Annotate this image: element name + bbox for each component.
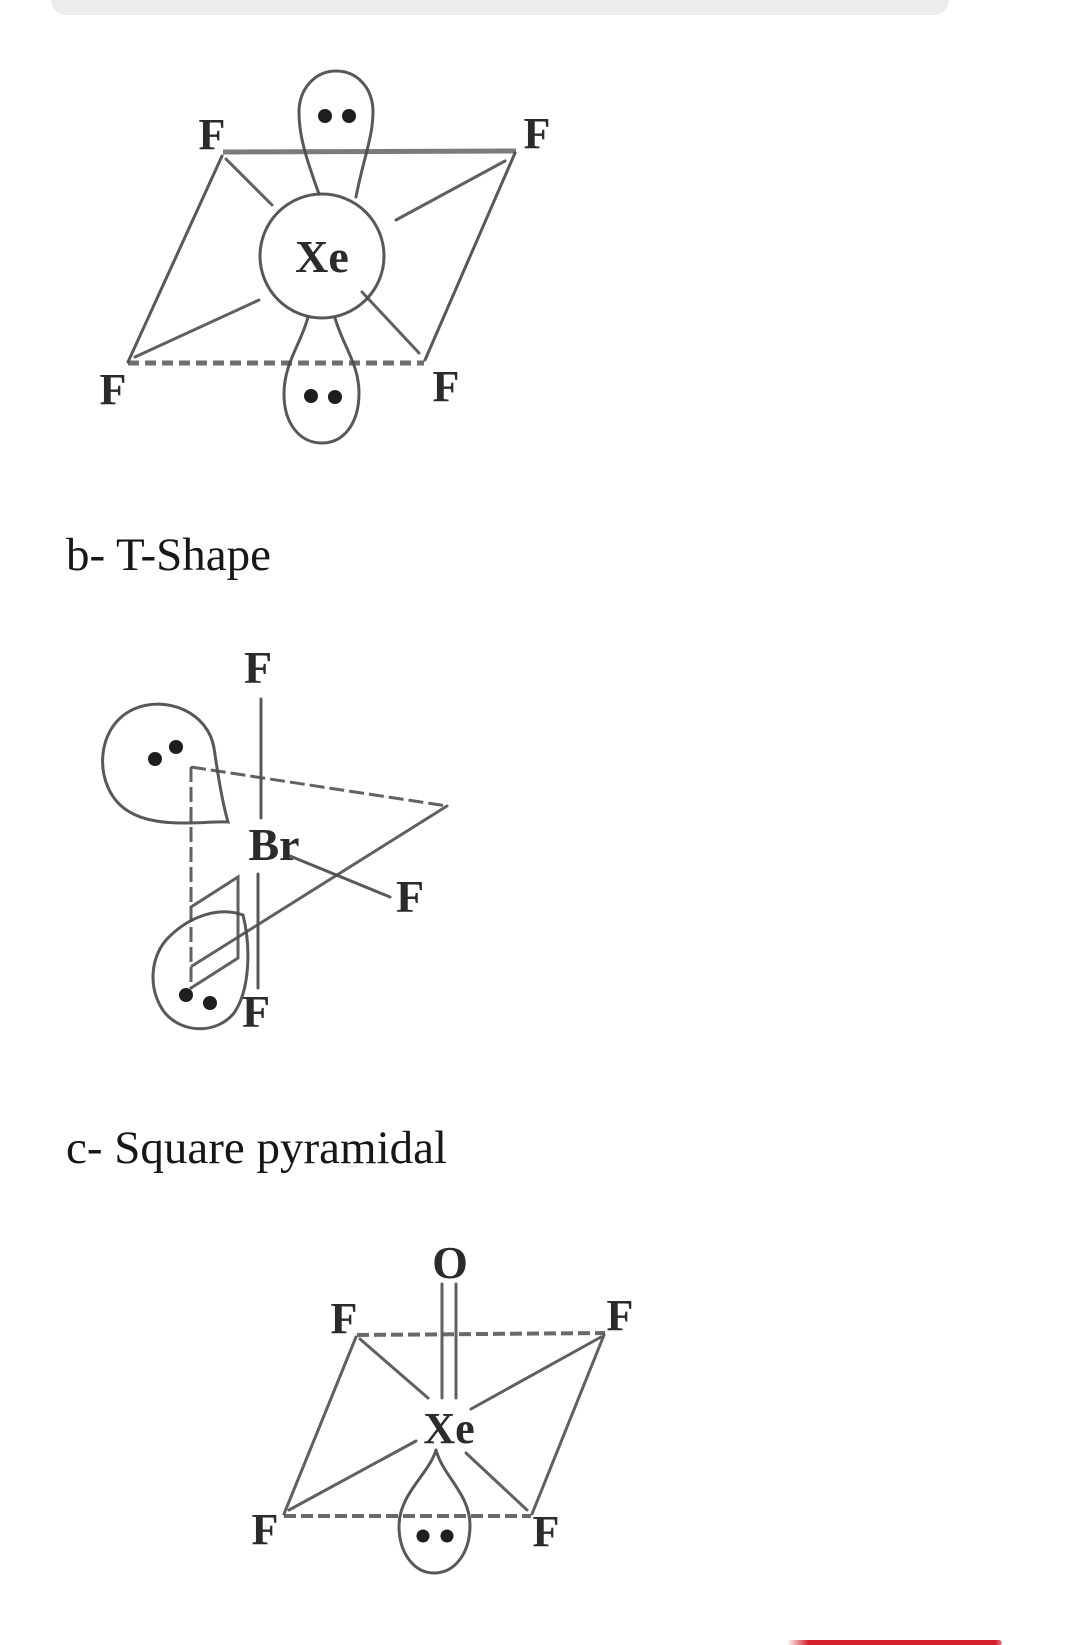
- atom-label-f-top-right: F: [606, 1291, 634, 1340]
- atom-label-f-right: F: [395, 871, 425, 922]
- atom-label-f-bottom: F: [241, 986, 271, 1037]
- atom-label-o-top: O: [432, 1237, 468, 1288]
- xeof4-diagram: [235, 1228, 665, 1580]
- atom-label-f-top-right: F: [523, 109, 551, 158]
- atom-label-f-bottom-left: F: [251, 1505, 279, 1554]
- card-bottom-edge: [51, 0, 949, 15]
- atom-label-f-top-left: F: [330, 1294, 358, 1343]
- xef4-diagram: [90, 55, 570, 455]
- atom-label-br-center: Br: [248, 819, 300, 870]
- brf3-lone-pair-lower: [153, 912, 248, 1029]
- atom-label-f-top-left: F: [198, 110, 226, 159]
- atom-label-xe-center: Xe: [295, 231, 349, 282]
- brf3-equatorial-bond: [290, 856, 390, 897]
- brf3-diagram: [75, 630, 475, 1050]
- atom-label-f-bottom-right: F: [532, 1507, 560, 1556]
- red-accent-bar: [787, 1640, 1002, 1645]
- atom-label-f-bottom-left: F: [99, 365, 127, 414]
- section-label-b: b- T-Shape: [66, 529, 271, 581]
- brf3-lone-pair-upper: [103, 704, 228, 823]
- section-label-c: c- Square pyramidal: [66, 1122, 448, 1174]
- xeof4-double-bond: [442, 1284, 456, 1398]
- xef4-lone-pair-top: [299, 71, 373, 197]
- xef4-lone-pair-bottom: [284, 317, 359, 443]
- atom-label-f-bottom-right: F: [432, 362, 460, 411]
- atom-label-xe-center: Xe: [423, 1404, 475, 1453]
- xeof4-lone-pair-bottom: [399, 1450, 470, 1573]
- atom-label-f-top: F: [243, 642, 273, 693]
